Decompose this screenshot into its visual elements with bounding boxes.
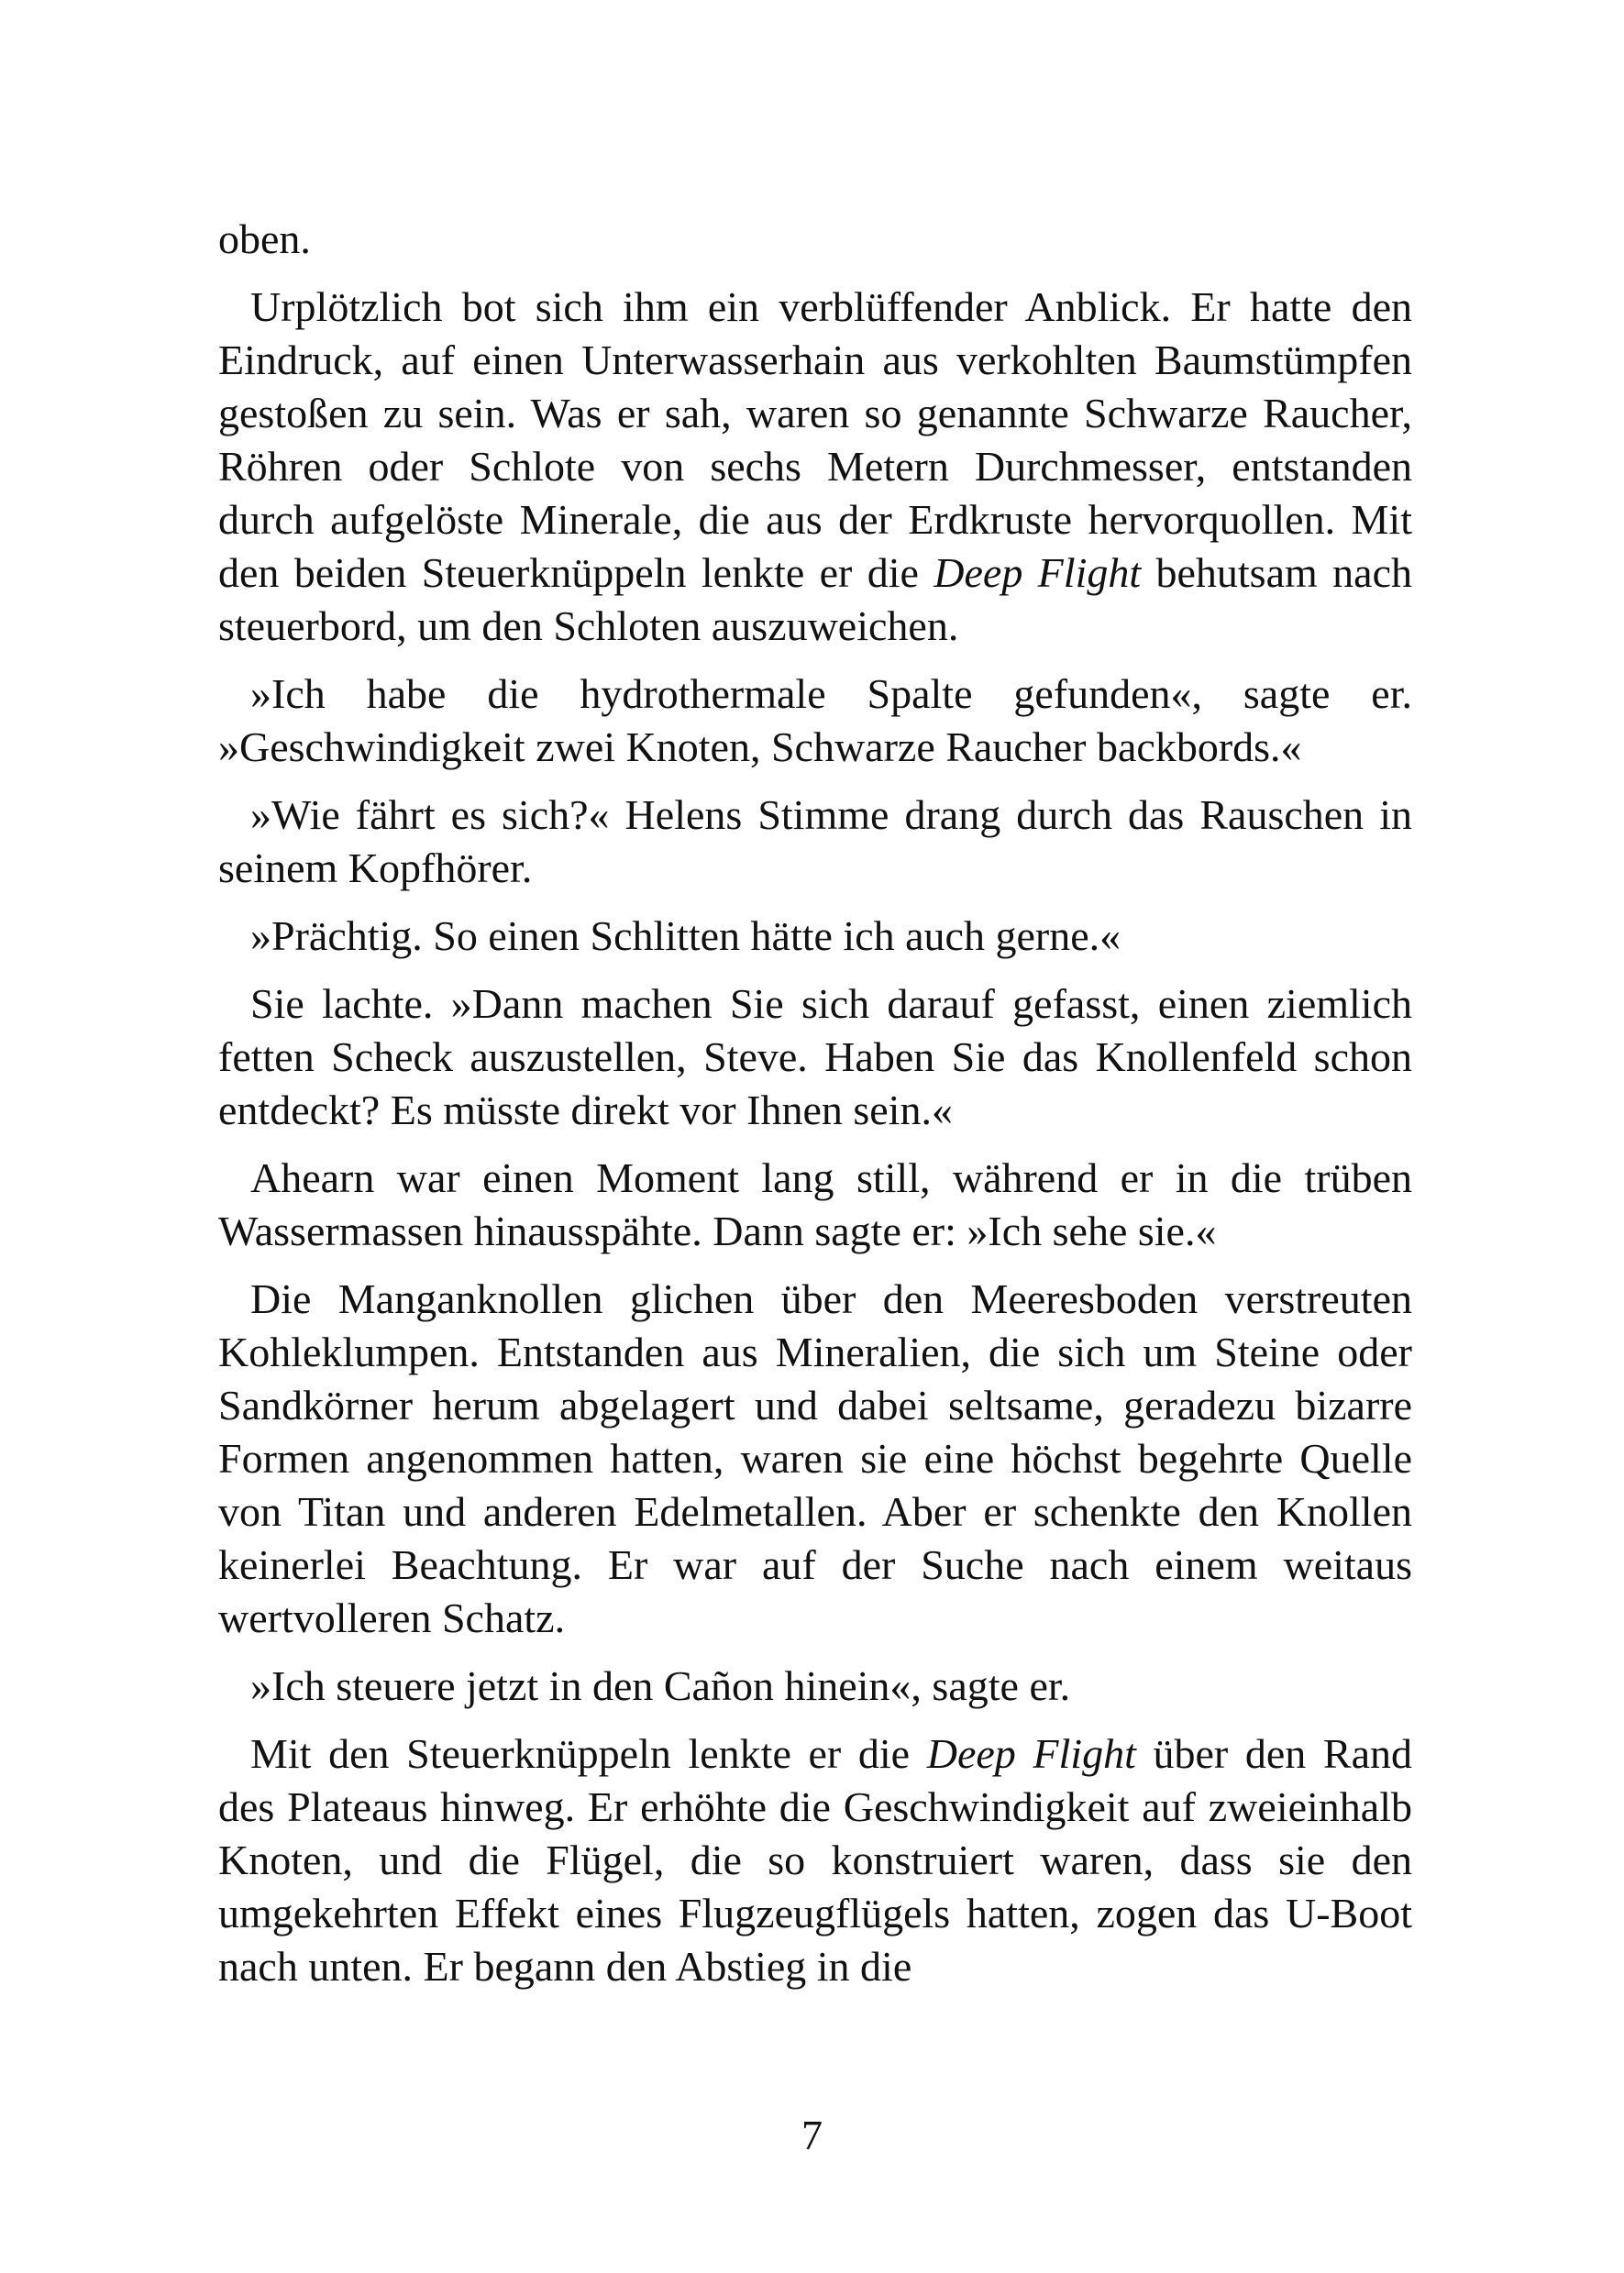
paragraph: Ahearn war einen Moment lang still, während er in die trüben Wassermassen hinausspähte. Dann sagte er: »Ich sehe sie.« [218, 1154, 1412, 1254]
paragraph: Mit den Steuerknüppeln lenkte er die Deep Flight über den Rand des Plateaus hinweg. Er erhöhte die Geschwindigkeit auf zweieinhalb Knoten, und die Flügel, die so konstruiert waren, dass sie den umgekehrten Effekt eines Flugzeugflügels hatten, zogen das U-Boot nach unten. Er begann den Abstieg in die [218, 1730, 1412, 1990]
paragraph: »Ich steuere jetzt in den Cañon hinein«, sagte er. [250, 1662, 1071, 1709]
paragraph: oben. [218, 215, 311, 262]
paragraph: »Prächtig. So einen Schlitten hätte ich auch gerne.« [250, 912, 1121, 959]
paragraph: Die Manganknollen glichen über den Meeresboden verstreuten Kohleklumpen. Entstanden aus Mineralien, die sich um Steine oder Sandkörner herum abgelagert und dabei seltsame, geradezu bizarre Formen angenommen hatten, waren sie eine höchst begehrte Quelle von Titan und anderen Edelmetallen. Aber er schenkte den Knollen keinerlei Beachtung. Er war auf der Suche nach einem weitaus wertvolleren Schatz. [218, 1275, 1412, 1641]
paragraph: Urplötzlich bot sich ihm ein verblüffender Anblick. Er hatte den Eindruck, auf einen Unterwasserhain aus verkohlten Baumstümpfen gestoßen zu sein. Was er sah, waren so genannte Schwarze Raucher, Röhren oder Schlote von sechs Metern Durchmesser, entstanden durch aufgelöste Minerale, die aus der Erdkruste hervorquollen. Mit den beiden Steuerknüppeln lenkte er die Deep Flight behutsam nach steuerbord, um den Schloten auszuweichen. [218, 283, 1412, 649]
paragraph: Sie lachte. »Dann machen Sie sich darauf gefasst, einen ziemlich fetten Scheck auszustellen, Steve. Haben Sie das Knollenfeld schon entdeckt? Es müsste direkt vor Ihnen sein.« [218, 980, 1412, 1133]
ship-name: Deep Flight [926, 1730, 1136, 1777]
page-number: 7 [801, 2112, 823, 2158]
paragraph: »Wie fährt es sich?« Helens Stimme drang durch das Rauschen in seinem Kopfhörer. [218, 791, 1412, 891]
ship-name: Deep Flight [934, 549, 1142, 596]
body-text [218, 213, 1412, 2008]
paragraph: »Ich habe die hydrothermale Spalte gefunden«, sagte er. »Geschwindigkeit zwei Knoten, Schwarze Raucher backbords.« [218, 670, 1412, 770]
